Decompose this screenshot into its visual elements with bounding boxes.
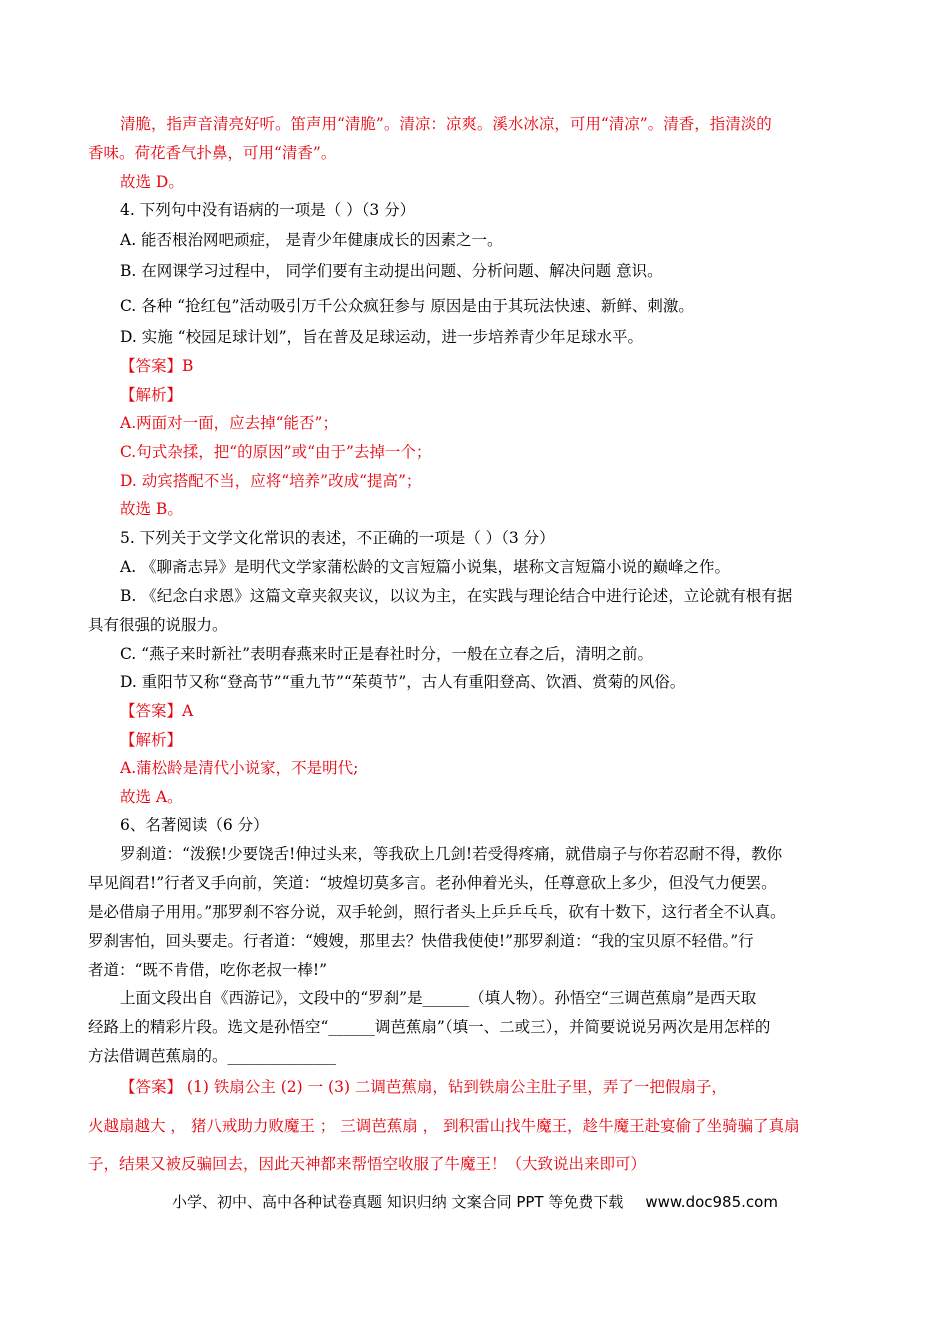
option-a: A. 能否根治网吧顽症， 是青少年健康成长的因素之一。 <box>120 231 503 249</box>
analysis-line: A.蒲松龄是清代小说家，不是明代; <box>120 759 359 777</box>
answer-line: 子，结果又被反骗回去，因此天神都来帮悟空收服了牛魔王！（大致说出来即可） <box>88 1155 647 1173</box>
answer-label: 【答案】B <box>120 357 194 375</box>
question-5: 5. 下列关于文学文化常识的表述，不正确的一项是（ ）（3 分） <box>120 529 555 547</box>
explanation-line: 香味。荷花香气扑鼻，可用“清香”。 <box>88 144 337 162</box>
selection-line: 故选 D。 <box>120 173 184 191</box>
analysis-line: A.两面对一面，应去掉“能否”； <box>120 414 338 432</box>
analysis-label: 【解析】 <box>120 386 183 404</box>
option-d: D. 实施 “校园足球计划”，旨在普及足球运动，进一步培养青少年足球水平。 <box>120 328 644 346</box>
analysis-line: D. 动宾搭配不当，应将“培养”改成“提高”； <box>120 472 422 490</box>
option-c: C. 各种 “抢红包”活动吸引万千公众疯狂参与 原因是由于其玩法快速、新鲜、刺激。 <box>120 297 694 315</box>
sub-question-line: 上面文段出自《西游记》，文段中的“罗刹”是______（填人物）。孙悟空“三调芭蕉扇”是西天取 <box>120 989 757 1007</box>
sub-question-line: 经路上的精彩片段。选文是孙悟空“______调芭蕉扇”（填一、二或三），并简要说说另两次是用怎样的 <box>88 1018 771 1036</box>
answer-line: 火越扇越大 ， 猪八戒助力败魔王 ； 三调芭蕉扇 ， 到积雷山找牛魔王，趁牛魔王赴宴偷了坐骑骗了真扇 <box>88 1117 800 1135</box>
answer-line: 【答案】 (1) 铁扇公主 (2) 一 (3) 二调芭蕉扇，钻到铁扇公主肚子里，弄了一把假扇子， <box>120 1078 727 1096</box>
footer-url[interactable]: www.doc985.com <box>645 1193 778 1211</box>
option-a: A. 《聊斋志异》是明代文学家蒲松龄的文言短篇小说集，堪称文言短篇小说的巅峰之作。 <box>120 558 731 576</box>
selection-line: 故选 A。 <box>120 788 183 806</box>
option-b: B. 在网课学习过程中， 同学们要有主动提出问题、分析问题、解决问题 意识。 <box>120 262 663 280</box>
analysis-label: 【解析】 <box>120 731 183 749</box>
sub-question-line: 方法借调芭蕉扇的。______________ <box>88 1047 337 1065</box>
footer-text: 小学、初中、高中各种试卷真题 知识归纳 文案合同 PPT 等免费下载 <box>172 1193 624 1211</box>
option-b-cont: 具有很强的说服力。 <box>88 616 228 634</box>
selection-line: 故选 B。 <box>120 500 183 518</box>
question-6: 6、名著阅读（6 分） <box>120 816 269 834</box>
explanation-line: 清脆，指声音清亮好听。笛声用“清脆”。清凉：凉爽。溪水冰凉，可用“清凉”。清香，指清淡的 <box>120 115 772 133</box>
passage-line: 是必借扇子用用。”那罗刹不容分说，双手轮剑，照行者头上乒乒乓乓，砍有十数下，这行者全不认真。 <box>88 903 786 921</box>
question-4: 4. 下列句中没有语病的一项是（ ）（3 分） <box>120 201 416 219</box>
passage-line: 者道：“既不肯借，吃你老叔一棒!” <box>88 961 328 979</box>
passage-line: 早见阎君!”行者叉手向前，笑道：“坡煌切莫多言。老孙伸着光头，任尊意砍上多少，但没气力便罢。 <box>88 874 777 892</box>
analysis-line: C.句式杂揉，把“的原因”或“由于”去掉一个； <box>120 443 432 461</box>
option-c: C. “燕子来时新社”表明春燕来时正是春社时分，一般在立春之后，清明之前。 <box>120 645 654 663</box>
answer-label: 【答案】A <box>120 702 194 720</box>
option-d: D. 重阳节又称“登高节”“重九节”“茱萸节”，古人有重阳登高、饮酒、赏菊的风俗。 <box>120 673 686 691</box>
option-b: B. 《纪念白求恩》这篇文章夹叙夹议，以议为主，在实践与理论结合中进行论述，立论就有根有据 <box>120 587 793 605</box>
passage-line: 罗刹害怕，回头要走。行者道：“嫂嫂，那里去？快借我使使!”那罗刹道：“我的宝贝原不轻借。”行 <box>88 932 754 950</box>
page-footer <box>0 1191 950 1213</box>
passage-line: 罗刹道：“泼猴!少要饶舌!伸过头来，等我砍上几剑!若受得疼痛，就借扇子与你若忍耐不得，教你 <box>120 845 783 863</box>
